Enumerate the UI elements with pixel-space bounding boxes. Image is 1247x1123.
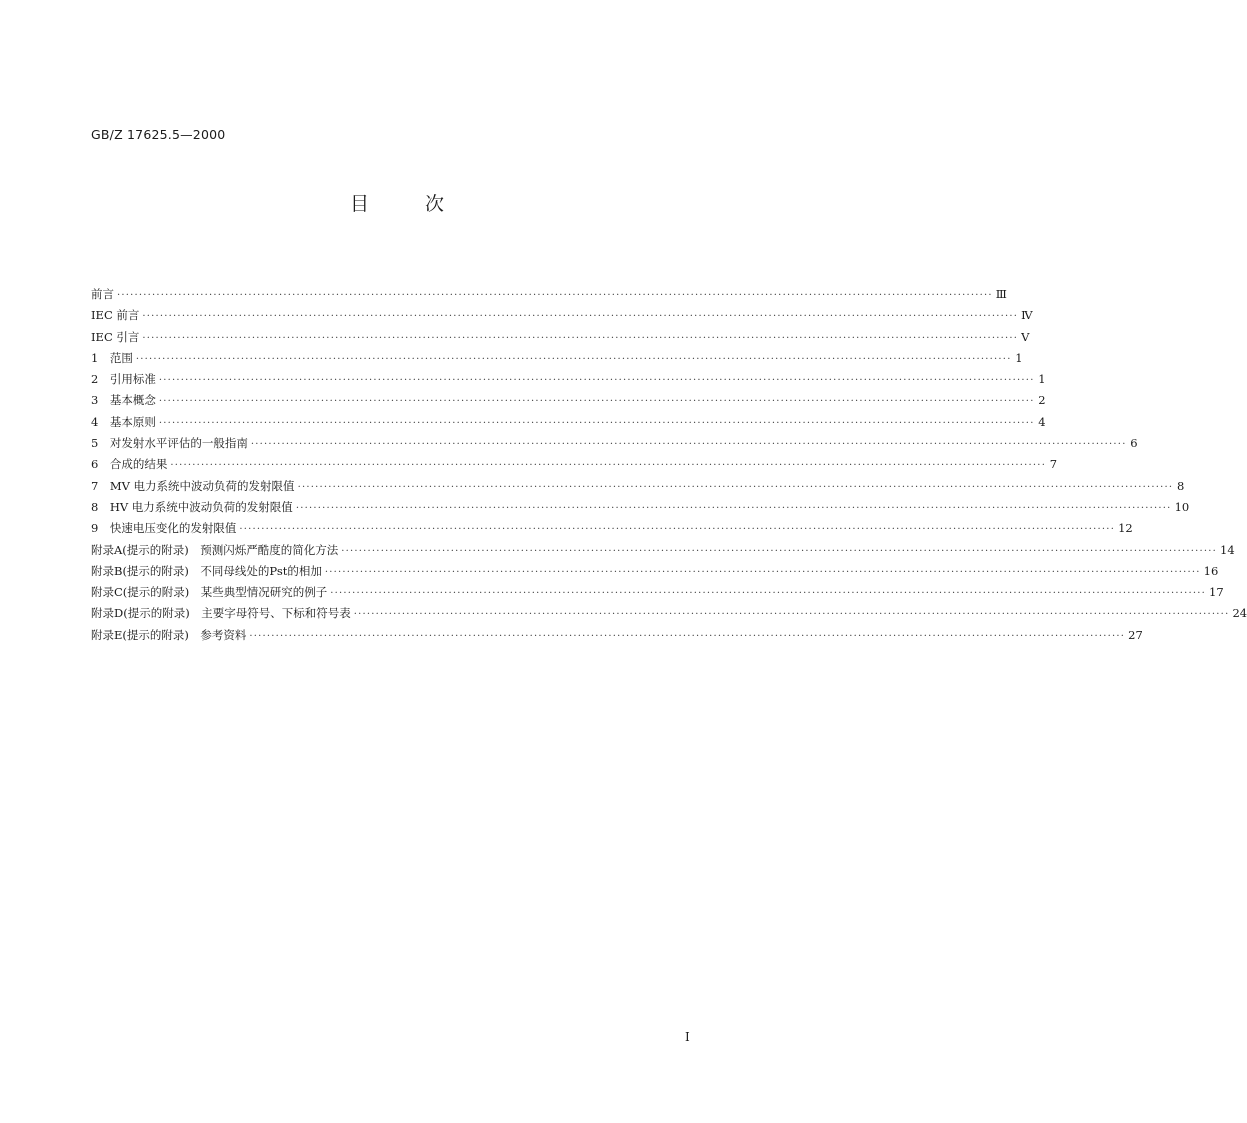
toc-entry-title: 9 快速电压变化的发射限值 <box>91 521 237 536</box>
toc-leader-dots: ········································································································································································································ <box>142 311 1019 323</box>
toc-entry-page: 1 <box>1038 372 1046 387</box>
toc-leader-dots: ········································································································································································································ <box>170 460 1047 472</box>
toc-entry-title: 3 基本概念 <box>91 393 156 408</box>
toc-leader-dots: ········································································································································································································ <box>158 417 1035 429</box>
toc-entry-title: 附录C(提示的附录) 某些典型情况研究的例子 <box>91 585 328 600</box>
toc-entry[interactable] <box>91 369 1046 390</box>
page-number: Ⅰ <box>685 1030 690 1044</box>
toc-entry-title: 2 引用标准 <box>91 372 156 387</box>
document-number: GB/Z 17625.5—2000 <box>91 127 226 142</box>
toc-entry-page: 1 <box>1015 350 1023 365</box>
toc-entry[interactable] <box>91 305 1033 326</box>
toc-entry[interactable] <box>91 284 1007 305</box>
toc-leader-dots: ········································································································································································································ <box>158 375 1035 387</box>
toc-entry-title: 5 对发射水平评估的一般指南 <box>91 436 248 451</box>
toc-entry-title: 附录A(提示的附录) 预测闪烁严酷度的简化方法 <box>91 542 339 557</box>
toc-entry[interactable] <box>91 561 1219 582</box>
toc-entry[interactable] <box>91 433 1138 454</box>
toc-entry-title: IEC 前言 <box>91 308 140 323</box>
toc-entry[interactable] <box>91 348 1023 369</box>
toc-leader-dots: ········································································································································································································ <box>239 524 1116 536</box>
toc-leader-dots: ········································································································································································································ <box>250 439 1127 451</box>
page-title: 目次 <box>349 193 500 215</box>
toc-entry[interactable] <box>91 603 1247 624</box>
toc-entry-page: 14 <box>1220 542 1235 557</box>
toc-entry[interactable] <box>91 390 1046 411</box>
toc-entry-title: 前言 <box>91 287 114 301</box>
toc-entry-page: 2 <box>1038 393 1046 408</box>
toc-entry-page: Ⅴ <box>1021 329 1030 344</box>
table-of-contents <box>91 284 1247 646</box>
toc-leader-dots: ········································································································································································································ <box>353 609 1230 621</box>
toc-entry[interactable] <box>91 412 1046 433</box>
toc-entry-page: 16 <box>1203 563 1219 578</box>
toc-entry-page: 17 <box>1209 585 1224 600</box>
toc-leader-dots: ········································································································································································································ <box>330 588 1207 600</box>
toc-leader-dots: ········································································································································································································ <box>324 566 1201 578</box>
toc-entry[interactable] <box>91 327 1030 348</box>
toc-entry-page: Ⅲ <box>995 287 1007 301</box>
toc-entry-title: 附录B(提示的附录) 不同母线处的Pst的相加 <box>91 563 322 578</box>
toc-leader-dots: ········································································································································································································ <box>295 502 1172 514</box>
toc-leader-dots: ········································································································································································································ <box>142 332 1019 344</box>
toc-leader-dots: ········································································································································································································ <box>158 396 1035 408</box>
toc-leader-dots: ········································································································································································································ <box>297 481 1174 493</box>
toc-entry[interactable] <box>91 497 1190 518</box>
toc-entry-title: 8 HV 电力系统中波动负荷的发射限值 <box>91 499 293 514</box>
toc-leader-dots: ········································································································································································································ <box>341 545 1218 557</box>
toc-entry-title: 附录D(提示的附录) 主要字母符号、下标和符号表 <box>91 606 351 621</box>
toc-entry-page: Ⅳ <box>1021 308 1033 323</box>
toc-entry-title: IEC 引言 <box>91 329 140 344</box>
toc-leader-dots: ········································································································································································································ <box>117 290 993 301</box>
toc-leader-dots: ········································································································································································································ <box>135 353 1012 365</box>
toc-entry-page: 10 <box>1174 499 1190 514</box>
toc-leader-dots: ········································································································································································································ <box>249 630 1126 642</box>
toc-entry-page: 24 <box>1232 606 1247 621</box>
toc-entry-page: 12 <box>1118 521 1133 536</box>
toc-entry[interactable] <box>91 518 1133 539</box>
toc-entry-title: 1 范围 <box>91 350 133 365</box>
toc-entry[interactable] <box>91 454 1058 475</box>
toc-entry[interactable] <box>91 625 1143 646</box>
toc-entry-page: 8 <box>1176 478 1185 493</box>
toc-entry-title: 7 MV 电力系统中波动负荷的发射限值 <box>91 478 295 493</box>
toc-entry-title: 6 合成的结果 <box>91 457 168 472</box>
toc-entry-page: 27 <box>1128 627 1143 642</box>
toc-entry[interactable] <box>91 582 1224 603</box>
toc-entry-page: 7 <box>1049 457 1058 472</box>
toc-entry-title: 4 基本原则 <box>91 414 156 429</box>
toc-entry[interactable] <box>91 540 1235 561</box>
toc-entry[interactable] <box>91 476 1185 497</box>
toc-entry-page: 6 <box>1130 436 1138 451</box>
toc-entry-page: 4 <box>1038 414 1046 429</box>
toc-entry-title: 附录E(提示的附录) 参考资料 <box>91 627 247 642</box>
